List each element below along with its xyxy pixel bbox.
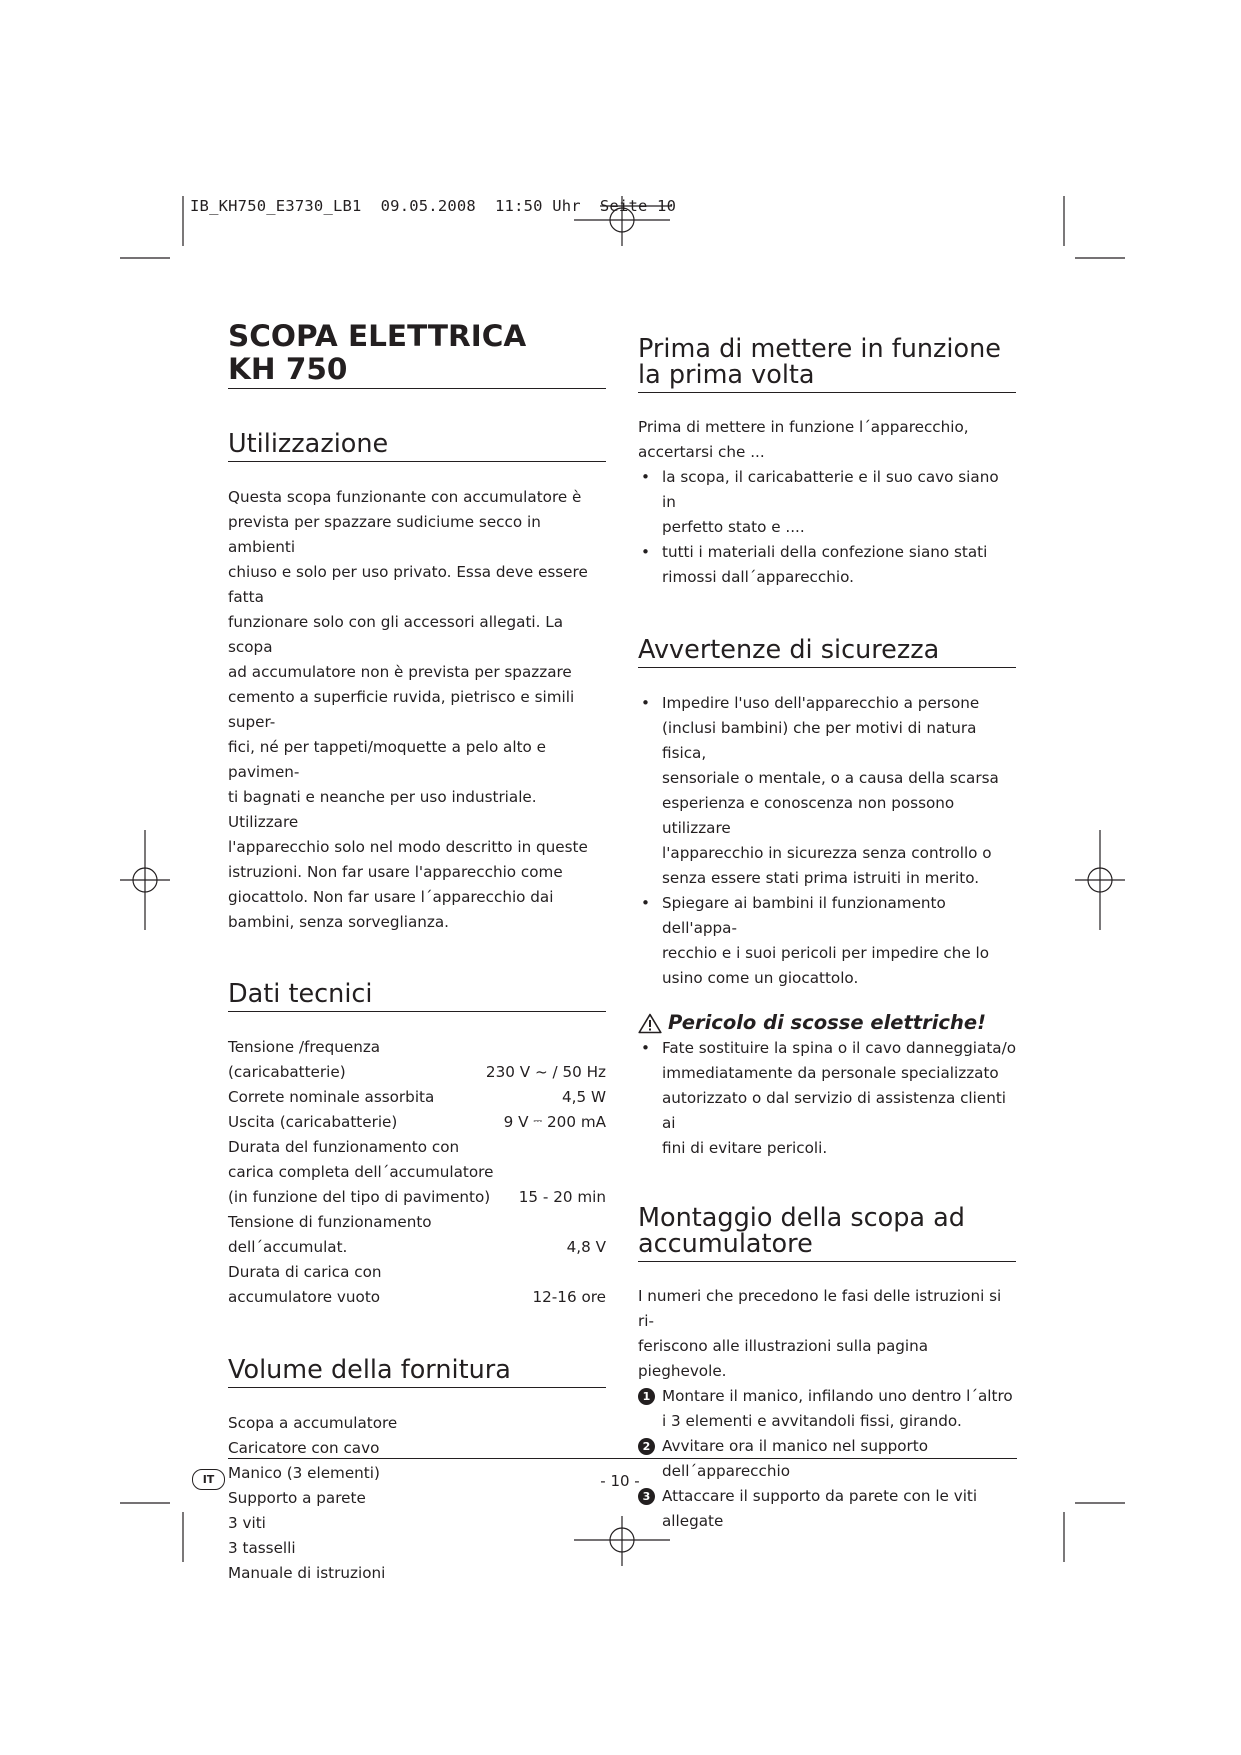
spec-table: [228, 1035, 606, 1310]
spec-row: [228, 1160, 606, 1185]
spec-value: 4,8 V: [566, 1238, 606, 1256]
section-utilizzazione: [228, 431, 606, 935]
spec-label: accumulatore vuoto: [228, 1288, 381, 1306]
list-item: 3 viti: [228, 1514, 266, 1532]
bullet-line: sensoriale o mentale, o a causa della scarsa: [662, 769, 999, 787]
spec-label: Durata di carica con: [228, 1263, 382, 1281]
text-line: l'apparecchio solo nel modo descritto in queste: [228, 838, 588, 856]
list-item: 3 tasselli: [228, 1539, 296, 1557]
bullet-line: senza essere stati prima istruiti in merito.: [662, 869, 980, 887]
left-column: [228, 320, 606, 1586]
spec-value: 12-16 ore: [532, 1288, 606, 1306]
section-prima: [638, 336, 1016, 590]
spec-row: [228, 1210, 606, 1235]
bullet-line: Impedire l'uso dell'apparecchio a persone: [662, 694, 980, 712]
heading-line: Montaggio della scopa ad: [638, 1203, 965, 1233]
bullet-line: perfetto stato e ....: [662, 518, 805, 536]
spec-label: carica completa dell´accumulatore: [228, 1163, 494, 1181]
bullet-line: l'apparecchio in sicurezza senza controllo o: [662, 844, 992, 862]
bullet-item: [638, 1036, 1016, 1161]
prima-bullets: [638, 465, 1016, 590]
spec-row: [228, 1135, 606, 1160]
text-line: chiuso e solo per uso privato. Essa deve essere fatta: [228, 563, 588, 606]
spec-row: [228, 1185, 606, 1210]
text-line: fici, né per tappeti/moquette a pelo alto e pavimen-: [228, 738, 547, 781]
bullet-line: esperienza e conoscenza non possono utilizzare: [662, 794, 955, 837]
dc-symbol-icon: ⎓: [533, 1114, 543, 1127]
text-line: Questa scopa funzionante con accumulatore è: [228, 488, 582, 506]
spec-value: 230 V ~ / 50 Hz: [485, 1063, 606, 1081]
spec-label: Durata del funzionamento con: [228, 1138, 460, 1156]
print-slug: IB_KH750_E3730_LB1 09.05.2008 11:50 Uhr Seite 10: [190, 197, 677, 215]
spec-value: 4,5 W: [562, 1088, 606, 1106]
bullet-line: la scopa, il caricabatterie e il suo cavo siano in: [662, 468, 999, 511]
right-column: [638, 336, 1016, 1534]
spec-label: Correte nominale assorbita: [228, 1088, 435, 1106]
spec-label: Tensione di funzionamento: [228, 1213, 432, 1231]
bullet-item: [638, 891, 1016, 991]
bullet-item: [638, 540, 1016, 590]
spec-row: [228, 1060, 606, 1085]
step-item: [638, 1384, 1016, 1434]
bullet-line: (inclusi bambini) che per motivi di natura fisica,: [662, 719, 977, 762]
warning-title: Pericolo di scosse elettriche!: [668, 1011, 986, 1034]
bullet-line: autorizzato o dal servizio di assistenza clienti ai: [662, 1089, 1007, 1132]
text-line: istruzioni. Non far usare l'apparecchio come: [228, 863, 563, 881]
fornitura-list: [228, 1411, 606, 1586]
text-line: ti bagnati e neanche per uso industriale. Utilizzare: [228, 788, 537, 831]
bullet-line: rimossi dall´apparecchio.: [662, 568, 854, 586]
heading-line: la prima volta: [638, 360, 815, 390]
spec-value: 15 - 20 min: [518, 1188, 606, 1206]
warning-bullets: [638, 1036, 1016, 1161]
bullet-line: usino come un giocattolo.: [662, 969, 859, 987]
page-number: - 10 -: [600, 1472, 640, 1490]
text-line: giocattolo. Non far usare l´apparecchio dai: [228, 888, 554, 906]
bullet-item: [638, 465, 1016, 540]
spec-label: Tensione /frequenza: [228, 1038, 381, 1056]
bullet-line: immediatamente da personale specializzato: [662, 1064, 999, 1082]
text-line: cemento a superficie ruvida, pietrisco e simili super-: [228, 688, 575, 731]
heading-utilizzazione: Utilizzazione: [228, 431, 606, 462]
step-item: [638, 1434, 1016, 1484]
prima-text: [638, 415, 1016, 590]
spec-row: [228, 1035, 606, 1060]
avvertenze-bullets: [638, 691, 1016, 991]
spec-value-current: 200 mA: [547, 1113, 606, 1131]
step-line: dell´apparecchio: [662, 1462, 791, 1480]
page-title-line2: KH 750: [228, 352, 348, 386]
heading-dati-tecnici: Dati tecnici: [228, 981, 606, 1012]
heading-line: accumulatore: [638, 1229, 813, 1259]
text-line: I numeri che precedono le fasi delle istruzioni si ri-: [638, 1287, 1002, 1330]
list-item: Manico (3 elementi): [228, 1464, 380, 1482]
spec-label: dell´accumulat.: [228, 1238, 348, 1256]
heading-prima: [638, 336, 1016, 393]
spec-label: Uscita (caricabatterie): [228, 1113, 398, 1131]
utilizzazione-text: [228, 485, 606, 935]
text-line: funzionare solo con gli accessori allegati. La scopa: [228, 613, 564, 656]
spec-row: [228, 1235, 606, 1260]
spec-row: [228, 1285, 606, 1310]
spec-value-voltage: 9 V: [503, 1113, 529, 1131]
spec-label: (caricabatterie): [228, 1063, 346, 1081]
page-title-line1: SCOPA ELETTRICA: [228, 319, 527, 353]
step-number-icon: 3: [638, 1488, 655, 1505]
bullet-item: [638, 691, 1016, 891]
step-line: Montare il manico, infilando uno dentro l´altro: [662, 1387, 1013, 1405]
list-item: Manuale di istruzioni: [228, 1564, 386, 1582]
text-line: prevista per spazzare sudiciume secco in ambienti: [228, 513, 541, 556]
section-fornitura: [228, 1357, 606, 1586]
bullet-line: Spiegare ai bambini il funzionamento dell'appa-: [662, 894, 946, 937]
text-line: ad accumulatore non è prevista per spazzare: [228, 663, 572, 681]
bullet-line: fini di evitare pericoli.: [662, 1139, 828, 1157]
spec-label: (in funzione del tipo di pavimento): [228, 1188, 491, 1206]
montaggio-text: [638, 1284, 1016, 1534]
section-montaggio: [638, 1205, 1016, 1534]
warning-triangle-icon: [638, 1013, 662, 1034]
heading-fornitura: Volume della fornitura: [228, 1357, 606, 1388]
text-line: feriscono alle illustrazioni sulla pagina pieghevole.: [638, 1337, 929, 1380]
warning-heading: [638, 1011, 1016, 1035]
title-block: [228, 320, 606, 389]
bullet-line: recchio e i suoi pericoli per impedire che lo: [662, 944, 990, 962]
list-item: Scopa a accumulatore: [228, 1414, 398, 1432]
language-badge: IT: [192, 1469, 225, 1490]
bullet-line: Fate sostituire la spina o il cavo danneggiata/o: [662, 1039, 1017, 1057]
heading-montaggio: [638, 1205, 1016, 1262]
list-item: Supporto a parete: [228, 1489, 366, 1507]
list-item: Caricatore con cavo: [228, 1439, 380, 1457]
bullet-line: tutti i materiali della confezione siano stati: [662, 543, 988, 561]
step-line: Avvitare ora il manico nel supporto: [662, 1437, 929, 1455]
step-item: [638, 1484, 1016, 1534]
step-line: Attaccare il supporto da parete con le viti: [662, 1487, 978, 1505]
text-line: bambini, senza sorveglianza.: [228, 913, 449, 931]
step-number-icon: 1: [638, 1388, 655, 1405]
spec-row: [228, 1110, 606, 1135]
step-line: i 3 elementi e avvitandoli fissi, girando.: [662, 1412, 962, 1430]
footer-rule: [228, 1458, 1017, 1459]
section-avvertenze: [638, 637, 1016, 1161]
spec-value: [504, 1110, 606, 1135]
step-number-icon: 2: [638, 1438, 655, 1455]
heading-avvertenze: Avvertenze di sicurezza: [638, 637, 1016, 668]
section-dati-tecnici: [228, 981, 606, 1310]
text-line: accertarsi che ...: [638, 443, 765, 461]
spec-row: [228, 1260, 606, 1285]
step-line: allegate: [662, 1512, 724, 1530]
spec-row: [228, 1085, 606, 1110]
heading-line: Prima di mettere in funzione: [638, 334, 1001, 364]
text-line: Prima di mettere in funzione l´apparecchio,: [638, 418, 969, 436]
